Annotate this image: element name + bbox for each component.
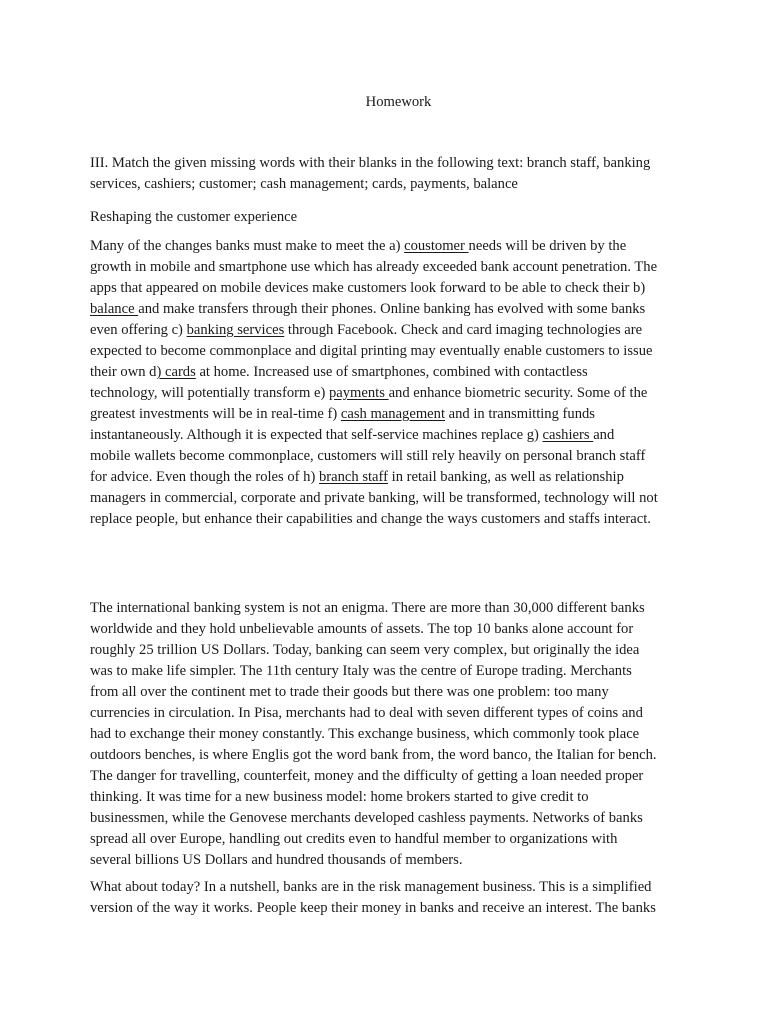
text-line: version of the way it works. People keep their money in banks and receive an interest. The banks: [90, 900, 656, 916]
exercise-line: [90, 383, 700, 404]
filled-blank-answer: cash management: [340, 406, 445, 422]
exercise-line: [90, 320, 700, 341]
exercise-line: [90, 488, 700, 509]
page-title: Homework: [365, 94, 432, 110]
filled-blank-answer: payments: [328, 385, 389, 401]
exercise-line: [90, 236, 700, 257]
text-line: worldwide and they hold unbelievable amounts of assets. The top 10 banks alone account for: [90, 621, 634, 637]
filled-blank-answer: banking services: [186, 322, 285, 338]
text-segment: replace people, but enhance their capabilities and change the ways customers and staffs interact.: [90, 511, 651, 527]
today-paragraph: [90, 877, 700, 919]
text-segment: and in transmitting funds: [445, 406, 595, 422]
exercise-line: [90, 278, 700, 299]
text-line: spread all over Europe, handling out credits even to handful member to organizations with: [90, 831, 618, 847]
filled-blank-answer: cashiers: [542, 427, 594, 443]
text-line: roughly 25 trillion US Dollars. Today, banking can seem very complex, but originally the idea: [90, 642, 640, 658]
text-segment: apps that appeared on mobile devices make customers look forward to be able to check their b): [90, 280, 646, 296]
text-segment: greatest investments will be in real-time f): [90, 406, 341, 422]
text-segment: and enhance biometric security. Some of the: [388, 385, 648, 401]
subheading-text: Reshaping the customer experience: [90, 209, 298, 225]
text-line: several billions US Dollars and hundred thousands of members.: [90, 852, 463, 868]
text-segment: through Facebook. Check and card imaging technologies are: [284, 322, 643, 338]
filled-blank-answer: balance: [90, 301, 139, 317]
text-segment: mobile wallets become commonplace, customers will still rely heavily on personal branch staff: [90, 448, 646, 464]
history-paragraph: [90, 598, 700, 871]
section-subheading: [90, 207, 700, 228]
text-line: currencies in circulation. In Pisa, merchants had to deal with seven different types of coins and: [90, 705, 643, 721]
text-line: had to exchange their money constantly. This exchange business, which commonly took place: [90, 726, 640, 742]
text-line: thinking. It was time for a new business model: home brokers started to give credit to: [90, 789, 589, 805]
text-line: outdoors benches, is where Englis got the word bank from, the word banco, the Italian for bench.: [90, 747, 657, 763]
text-segment: in retail banking, as well as relationship: [388, 469, 624, 485]
instruction-line: III. Match the given missing words with their blanks in the following text: branch staff, banking: [90, 155, 651, 171]
filled-blank-answer: coustomer: [404, 238, 469, 254]
exercise-line: [90, 257, 700, 278]
exercise-line: [90, 299, 700, 320]
exercise-line: [90, 362, 700, 383]
exercise-line: [90, 404, 700, 425]
text-line: businessmen, while the Genovese merchants developed cashless payments. Networks of banks: [90, 810, 643, 826]
text-line: from all over the continent met to trade their goods but there was one problem: too many: [90, 684, 609, 700]
text-segment: technology, will potentially transform e): [90, 385, 329, 401]
exercise-line: [90, 509, 700, 530]
exercise-instruction: [90, 153, 700, 195]
exercise-line: [90, 341, 700, 362]
text-segment: and: [593, 427, 615, 443]
text-segment: for advice. Even though the roles of h): [90, 469, 319, 485]
exercise-line: [90, 467, 700, 488]
filled-blank-answer: branch staff: [318, 469, 388, 485]
text-segment: instantaneously. Although it is expected that self-service machines replace g): [90, 427, 543, 443]
exercise-paragraph: [90, 236, 700, 530]
text-segment: and make transfers through their phones. Online banking has evolved with some banks: [138, 301, 646, 317]
text-line: What about today? In a nutshell, banks are in the risk management business. This is a simplified: [90, 879, 652, 895]
exercise-line: [90, 446, 700, 467]
text-segment: their own d: [90, 364, 157, 380]
text-line: The international banking system is not an enigma. There are more than 30,000 different banks: [90, 600, 645, 616]
exercise-line: [90, 425, 700, 446]
text-segment: Many of the changes banks must make to meet the a): [90, 238, 405, 254]
text-segment: managers in commercial, corporate and private banking, will be transformed, technology will not: [90, 490, 658, 506]
text-segment: needs will be driven by the: [468, 238, 627, 254]
text-segment: even offering c): [90, 322, 187, 338]
text-line: was to make life simpler. The 11th century Italy was the centre of Europe trading. Merchants: [90, 663, 632, 679]
text-line: The danger for travelling, counterfeit, money and the difficulty of getting a loan needed proper: [90, 768, 644, 784]
text-segment: expected to become commonplace and digital printing may eventually enable customers to issue: [90, 343, 653, 359]
text-segment: at home. Increased use of smartphones, combined with contactless: [195, 364, 588, 380]
instruction-line: services, cashiers; customer; cash management; cards, payments, balance: [90, 176, 518, 192]
text-segment: growth in mobile and smartphone use which has already exceeded bank account penetration. The: [90, 259, 658, 275]
filled-blank-answer: ) cards: [156, 364, 196, 380]
